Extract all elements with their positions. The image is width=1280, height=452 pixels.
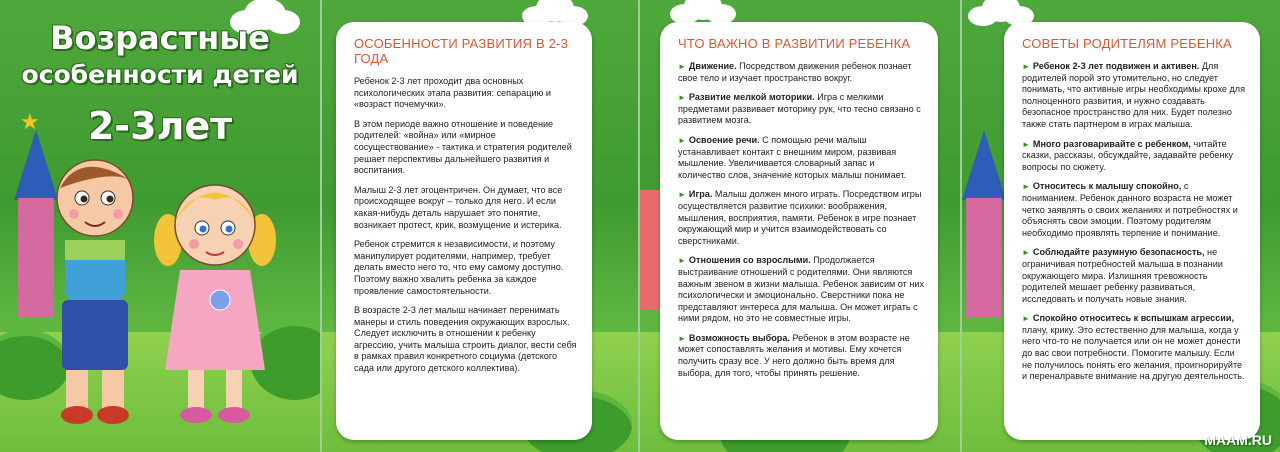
list-item bbox=[1022, 61, 1246, 131]
list-item bbox=[678, 255, 924, 325]
bullet-arrow-icon: ► bbox=[1022, 139, 1030, 149]
bullet-arrow-icon: ► bbox=[678, 93, 686, 103]
item-text: Малыш должен много играть. Посредством игры осуществляется развитие психики: воображения, мышления, восприятия, памяти. Ребенок в игре познает окружающий мир и учится взаимодействовать со сверстниками. bbox=[678, 189, 922, 246]
panel-development-features bbox=[336, 22, 592, 440]
panel-2-heading: ЧТО ВАЖНО В РАЗВИТИИ РЕБЕНКА bbox=[678, 36, 911, 51]
item-title: Спокойно относитесь к вспышкам агрессии, bbox=[1032, 313, 1234, 324]
item-text: Посредством движения ребенок познает свое тело и изучает пространство вокруг. bbox=[678, 61, 912, 83]
paragraph: Ребенок стремится к независимости, и поэтому манипулирует родителями, например, требует делать вместо него то, что ему самому доступно. Поэтому важно хвалить ребенка за каждое проявление самостоятельности. bbox=[354, 239, 564, 296]
paragraph: Ребенок 2-3 лет проходит два основных психологических этапа развития: сепарацию и «возраст почемучки». bbox=[354, 76, 551, 110]
title-line-2: особенности детей bbox=[21, 60, 299, 89]
bullet-arrow-icon: ► bbox=[678, 135, 686, 145]
item-title: Относитесь к малышу спокойно, bbox=[1032, 181, 1182, 192]
watermark: MAAM.RU bbox=[1204, 432, 1272, 448]
bullet-arrow-icon: ► bbox=[1022, 248, 1030, 258]
bullet-arrow-icon: ► bbox=[678, 256, 686, 266]
list-item bbox=[1022, 313, 1246, 383]
panel-parent-tips bbox=[1004, 22, 1260, 440]
list-item bbox=[678, 135, 924, 181]
list-item bbox=[678, 333, 924, 379]
bullet-arrow-icon: ► bbox=[1022, 314, 1030, 324]
boy-illustration bbox=[40, 150, 150, 440]
bullet-arrow-icon: ► bbox=[678, 333, 686, 343]
girl-illustration bbox=[150, 170, 280, 440]
list-item bbox=[678, 61, 924, 84]
item-title: Отношения со взрослыми. bbox=[688, 255, 811, 266]
title-line-1: Возрастные bbox=[50, 19, 270, 57]
list-item bbox=[1022, 181, 1246, 239]
bullet-arrow-icon: ► bbox=[678, 62, 686, 71]
item-text: С помощью речи малыш устанавливает контакт с внешним миром, развивая мышление. Увеличивается словарный запас и количество слов, значение которых малыш понимает. bbox=[678, 134, 907, 180]
bullet-arrow-icon: ► bbox=[678, 190, 686, 200]
list-item bbox=[1022, 139, 1246, 174]
panel-1-heading: ОСОБЕННОСТИ РАЗВИТИЯ В 2-3 ГОДА bbox=[354, 36, 569, 66]
cloud bbox=[670, 4, 700, 24]
list-item bbox=[678, 189, 924, 247]
title-line-3: 2-3лет bbox=[87, 104, 233, 148]
bullet-arrow-icon: ► bbox=[1022, 182, 1030, 192]
panel-important-in-development bbox=[660, 22, 938, 440]
item-title: Освоение речи. bbox=[688, 134, 760, 145]
cover-panel bbox=[0, 0, 320, 452]
panel-3-heading: СОВЕТЫ РОДИТЕЛЯМ РЕБЕНКА bbox=[1022, 36, 1232, 51]
item-title: Развитие мелкой моторики. bbox=[688, 92, 815, 103]
list-item bbox=[678, 92, 924, 127]
paragraph: Малыш 2-3 лет эгоцентричен. Он думает, что все происходящее вокруг – только для него. И если какая-нибудь деталь нарушает это понятие, возникает протест, крик, возмущение и истерика. bbox=[354, 184, 563, 230]
item-title: Ребенок 2-3 лет подвижен и активен. bbox=[1032, 61, 1200, 71]
cloud bbox=[968, 6, 998, 26]
list-item bbox=[1022, 247, 1246, 305]
item-title: Соблюдайте разумную безопасность, bbox=[1032, 247, 1205, 258]
paragraph: В этом периоде важно отношение и поведение родителей: «война» или «мирное сосуществование» - тактика и стратегия родителей решает перспективы дальнейшего развития и воспитания. bbox=[354, 118, 572, 176]
weathervane-icon: ★ bbox=[20, 110, 40, 135]
paragraph: В возрасте 2-3 лет малыш начинает перенимать манеры и стиль поведения окружающих взрослых. Следует исключить в отношении к ребенку агрессию, учить малыша строить диалог, вести себя в рамках правил конкретного социума (детского сада или другого детского коллектива). bbox=[354, 305, 577, 374]
item-text: плачу, крику. Это естественно для малыша, когда у него что-то не получается или он не может донести до вас свои потребности. Помогите малышу. Если не получилось понять его желания, проигнорируйте и переналравьте внимание на другую деятельность. bbox=[1022, 324, 1245, 382]
item-text: читайте сказки, рассказы, обсуждайте, задавайте ребенку вопросы по сюжету. bbox=[1022, 138, 1234, 172]
item-text: Для родителей порой это утомительно, но следует понимать, что активные игры необходимы крохе для полноценного развития, и нужно создавать безопасное пространство для них. Будет полезно также стать партнером в играх малыша. bbox=[1022, 61, 1246, 129]
cover-title bbox=[10, 18, 310, 150]
item-title: Возможность выбора. bbox=[688, 332, 790, 343]
item-text: Ребенок в этом возрасте не может сопоставлять желания и мотивы. Ему хочется получить сразу все. У него должно быть время для выбора, для того, чтобы принять решение. bbox=[678, 332, 910, 378]
item-text: не ограничивая потребностей малыша в познании окружающего мира. Излишняя тревожность родителей мешает ребенку развиваться, исследовать и получать новые знания. bbox=[1022, 247, 1223, 304]
item-title: Много разговаривайте с ребенком, bbox=[1032, 138, 1191, 149]
bullet-arrow-icon: ► bbox=[1022, 62, 1030, 71]
tower-roof bbox=[962, 130, 1006, 200]
tower bbox=[966, 198, 1002, 318]
item-title: Движение. bbox=[688, 61, 737, 71]
item-title: Игра. bbox=[688, 189, 713, 200]
item-text: с пониманием. Ребенок данного возраста не может четко заявлять о своих желаниях и потребностях и объяснять свои эмоции. Поэтому родителям необходимо проявлять терпение и понимание. bbox=[1022, 181, 1238, 238]
item-text: Игра с мелкими предметами развивает моторику рук, что тесно связано с развитием мозга. bbox=[678, 92, 921, 126]
item-text: Продолжается выстраивание отношений с родителями. Они являются важным звеном в жизни малыша. Ребенок зависим от них психологически и эмоционально. Сверстники пока не представляют интереса для малыша. Он может играть с ними рядом, но это не совместные игры. bbox=[678, 255, 925, 324]
